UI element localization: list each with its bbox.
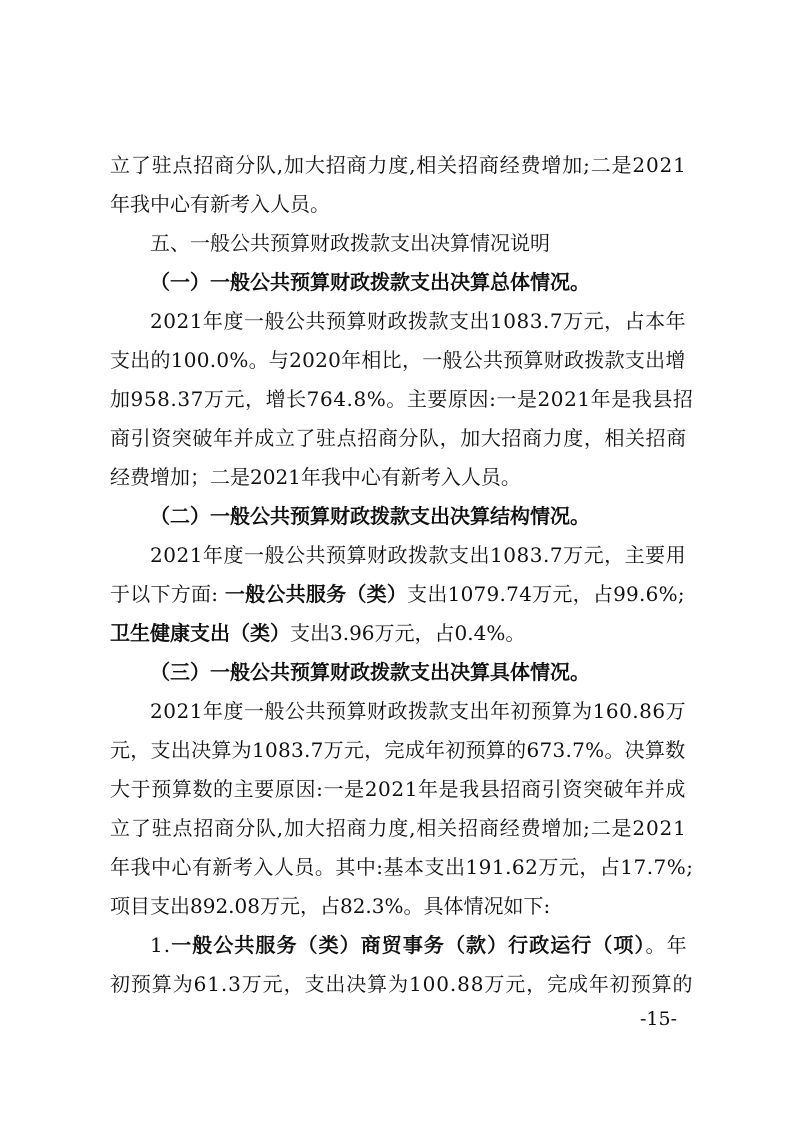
subsection-heading-text: （一）一般公共预算财政拨款支出决算总体情况。 <box>150 270 590 294</box>
paragraph-line <box>110 966 693 1002</box>
line-text: 2021年度一般公共预算财政拨款支出年初预算为160.86万 <box>150 699 687 723</box>
line-text: 商引资突破年并成立了驻点招商分队，加大招商力度，相关招商 <box>110 426 687 450</box>
line-suffix: 支出1079.74万元，占99.6%; <box>407 582 685 606</box>
section-heading-text: 五、一般公共预算财政拨款支出决算情况说明 <box>150 231 550 255</box>
page-number: -15- <box>640 1008 678 1030</box>
line-text <box>150 927 688 963</box>
paragraph-line <box>110 771 693 807</box>
paragraph-line <box>150 303 693 339</box>
paragraph-line <box>110 459 693 495</box>
category-general-public-services: 一般公共服务（类） <box>224 582 408 606</box>
subsection-heading-text: （二）一般公共预算财政拨款支出决算结构情况。 <box>150 504 590 528</box>
line-text <box>110 615 525 651</box>
paragraph-line <box>110 381 693 417</box>
subsection-heading <box>150 264 693 300</box>
line-text: 支出的100.0%。与2020年相比，一般公共预算财政拨款支出增 <box>110 348 686 372</box>
subsection-heading-text: （三）一般公共预算财政拨款支出决算具体情况。 <box>150 660 590 684</box>
line-suffix: 。年 <box>645 933 688 957</box>
category-health-expenditure: 卫生健康支出（类） <box>110 621 290 645</box>
subsection-heading <box>150 654 693 690</box>
line-text: 年我中心有新考入人员。 <box>110 192 330 216</box>
subsection-heading <box>150 498 693 534</box>
line-text: 初预算为61.3万元，支出决算为100.88万元，完成年初预算的 <box>110 972 694 996</box>
paragraph-line <box>150 927 693 963</box>
line-text: 立了驻点招商分队,加大招商力度,相关招商经费增加;二是2021 <box>110 153 687 177</box>
line-text: 年我中心有新考入人员。其中:基本支出191.62万元，占17.7%; <box>110 855 694 879</box>
paragraph-line <box>110 888 693 924</box>
paragraph-line <box>110 576 693 612</box>
paragraph-line <box>110 342 693 378</box>
line-suffix: 支出3.96万元，占0.4%。 <box>290 621 526 645</box>
line-text: 项目支出892.08万元，占82.3%。具体情况如下: <box>110 894 551 918</box>
item-number: 1. <box>150 933 172 957</box>
paragraph-line <box>110 849 693 885</box>
budget-item-title: 一般公共服务（类）商贸事务（款）行政运行（项） <box>171 933 646 957</box>
paragraph-line <box>110 615 693 651</box>
line-text: 2021年度一般公共预算财政拨款支出1083.7万元，占本年 <box>150 309 687 333</box>
line-prefix: 于以下方面: <box>110 582 225 606</box>
line-text <box>110 576 685 612</box>
paragraph-line <box>150 537 693 573</box>
line-text: 2021年度一般公共预算财政拨款支出1083.7万元，主要用 <box>150 543 687 567</box>
paragraph-line <box>110 732 693 768</box>
section-heading <box>150 225 693 261</box>
paragraph-line <box>110 186 693 222</box>
paragraph-line <box>110 420 693 456</box>
line-text: 元，支出决算为1083.7万元，完成年初预算的673.7%。决算数 <box>110 738 686 762</box>
line-text: 立了驻点招商分队,加大招商力度,相关招商经费增加;二是2021 <box>110 816 687 840</box>
paragraph-line <box>110 810 693 846</box>
line-text: 经费增加；二是2021年我中心有新考入人员。 <box>110 465 521 489</box>
paragraph-line <box>110 147 693 183</box>
line-text: 大于预算数的主要原因:一是2021年是我县招商引资突破年并成 <box>110 777 686 801</box>
line-text: 加958.37万元，增长764.8%。主要原因:一是2021年是我县招 <box>110 387 694 411</box>
paragraph-line <box>150 693 693 729</box>
